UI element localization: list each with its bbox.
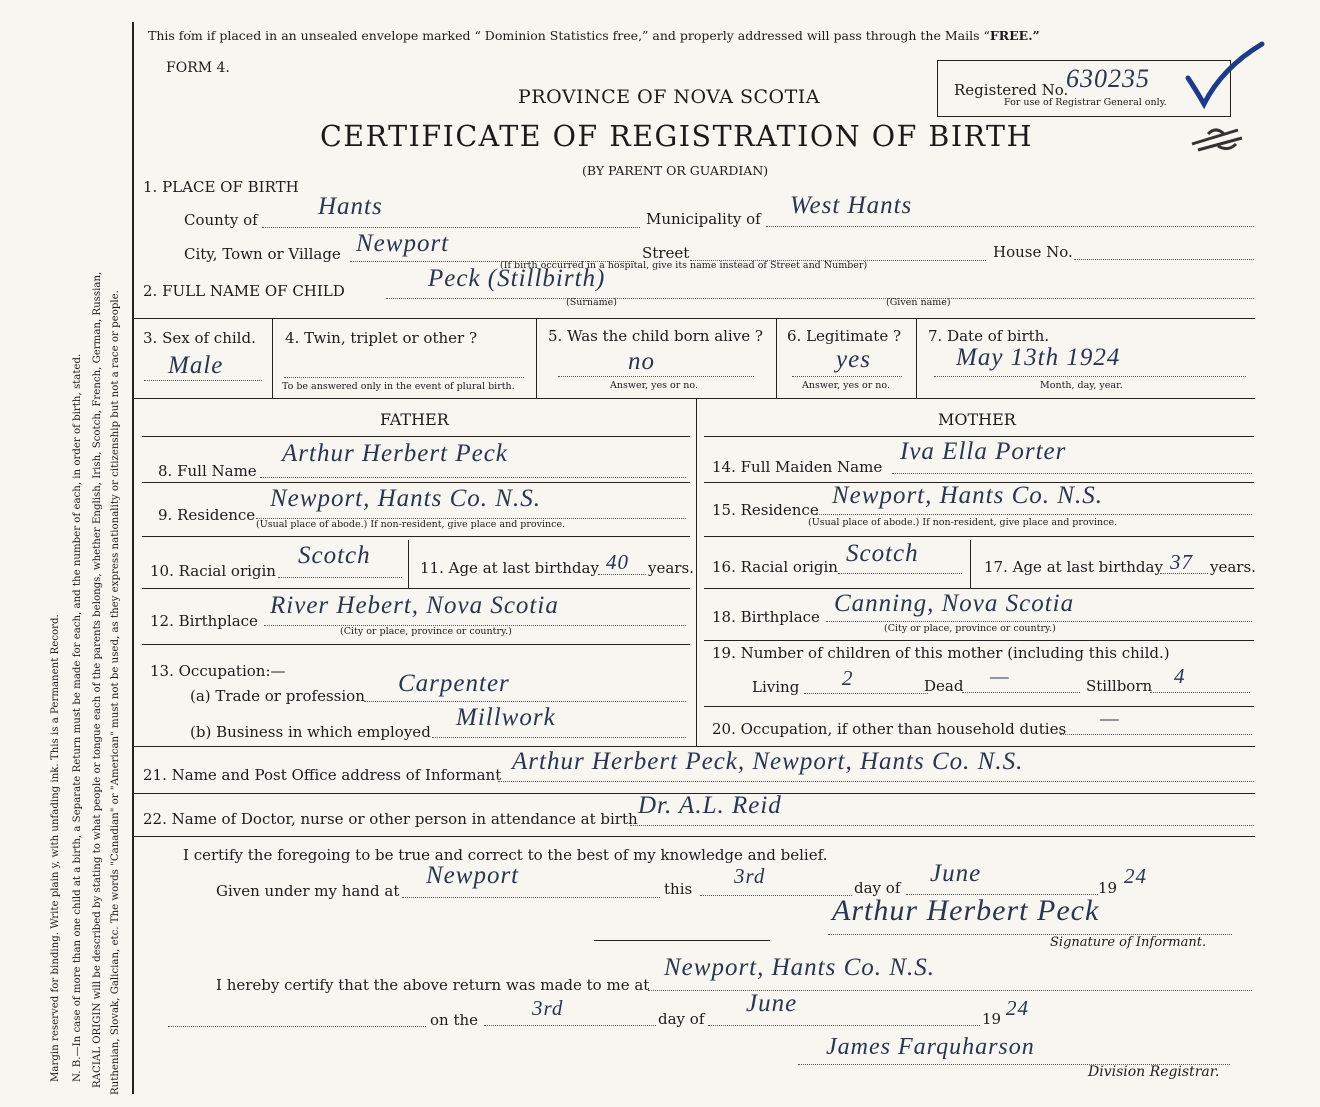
rule-block-bottom	[133, 746, 1255, 747]
registrar-year-value: 24	[1006, 996, 1029, 1020]
municipality-line	[766, 226, 1254, 227]
rule-15	[704, 536, 1254, 537]
rule-row3-v2	[536, 318, 537, 398]
twin-line	[284, 377, 524, 378]
county-label: County of	[184, 211, 258, 229]
dead-line	[962, 692, 1080, 693]
child-name-value: Peck (Stillbirth)	[428, 265, 606, 292]
legitimate-note: Answer, yes or no.	[802, 380, 891, 391]
mother-racial-value: Scotch	[846, 540, 919, 567]
mother-residence-value: Newport, Hants Co. N.S.	[832, 482, 1103, 509]
informant-value: Arthur Herbert Peck, Newport, Hants Co. N.S.	[512, 748, 1024, 775]
county-line	[262, 227, 640, 228]
mother-birthplace-value: Canning, Nova Scotia	[834, 590, 1075, 617]
municipality-value: West Hants	[790, 192, 913, 219]
father-birthplace-value: River Hebert, Nova Scotia	[270, 592, 559, 619]
on-the-value: 3rd	[532, 996, 564, 1020]
surname-note: (Surname)	[566, 297, 617, 308]
mother-occupation-label: 20. Occupation, if other than household duties	[712, 720, 1067, 738]
mother-residence-label: 15. Residence	[712, 501, 819, 519]
registered-number-note: For use of Registrar General only.	[1004, 97, 1167, 108]
given-at-line	[402, 897, 660, 898]
mother-age-label: 17. Age at last birthday	[984, 558, 1163, 576]
date-of-birth-label: 7. Date of birth.	[928, 327, 1050, 345]
registrar-lead-line	[168, 1026, 426, 1027]
born-alive-line	[558, 376, 754, 377]
municipality-label: Municipality of	[646, 210, 761, 228]
mail-notice: This fo͘m if placed in an unsealed envelope marked “ Dominion Statistics free,” and properly addressed will pass through the Mails “FREE.”	[148, 28, 1040, 43]
dead-label: Dead	[924, 677, 964, 695]
registrar-signature: James Farquharson	[826, 1034, 1035, 1060]
checkmark-icon	[1182, 38, 1268, 118]
registrar-day-of-label: day of	[658, 1010, 705, 1028]
county-value: Hants	[318, 193, 383, 220]
mother-name-label: 14. Full Maiden Name	[712, 458, 883, 476]
rule-row3-top	[133, 318, 1255, 319]
born-alive-label: 5. Was the child born alive ?	[548, 327, 763, 345]
father-residence-value: Newport, Hants Co. N.S.	[270, 485, 541, 512]
rule-father-head	[142, 436, 690, 437]
business-line	[432, 737, 686, 738]
stillborn-label: Stillborn	[1086, 677, 1153, 695]
mother-racial-line	[838, 573, 962, 574]
rule-row3-bottom	[133, 398, 1255, 399]
house-number-label: House No.	[993, 243, 1073, 261]
born-alive-value: no	[628, 348, 655, 375]
hospital-note: (If birth occurred in a hospital, give its name instead of Street and Number)	[500, 260, 868, 271]
mother-residence-line	[816, 514, 1252, 515]
father-racial-line	[278, 577, 402, 578]
year-prefix: 19	[1098, 879, 1118, 897]
year-value: 24	[1124, 864, 1147, 888]
occupation-label: 13. Occupation:—	[150, 662, 286, 680]
house-number-line	[1074, 259, 1254, 260]
child-name-label: 2. FULL NAME OF CHILD	[143, 282, 345, 300]
rule-row3-v3	[776, 318, 777, 398]
trade-label: (a) Trade or profession	[190, 687, 365, 705]
living-label: Living	[752, 678, 800, 696]
father-name-label: 8. Full Name	[158, 462, 257, 480]
father-racial-value: Scotch	[298, 542, 371, 569]
city-label: City, Town or Village	[184, 245, 341, 263]
date-of-birth-note: Month, day, year.	[1040, 380, 1123, 391]
certify-text: I certify the foregoing to be true and correct to the best of my knowledge and belief.	[183, 846, 828, 864]
rule-father-racial-v	[408, 540, 409, 588]
rule-16	[704, 588, 1254, 589]
sex-label: 3. Sex of child.	[143, 329, 256, 347]
stamp-mark-icon	[1188, 122, 1246, 156]
informant-signature: Arthur Herbert Peck	[832, 894, 1100, 927]
place-of-birth-label: 1. PLACE OF BIRTH	[143, 178, 299, 196]
registrar-month-value: June	[746, 990, 798, 1017]
children-count-label: 19. Number of children of this mother (including this child.)	[712, 644, 1170, 662]
margin-note: Margin reserved for binding. Write plain y, with unfading ink. This is a Permanent Record.	[50, 614, 61, 1082]
nb-note: N. B.—In case of more than one child at a birth, a Separate Return must be made for each, and the number of each, in order of birth, stated.	[72, 353, 83, 1082]
registered-number-value: 630235	[1066, 64, 1150, 93]
stillborn-value: 4	[1174, 664, 1186, 688]
registrar-text: I hereby certify that the above return was made to me at	[216, 976, 650, 994]
father-name-line	[260, 477, 686, 478]
father-age-value: 40	[606, 550, 629, 574]
registrar-place-value: Newport, Hants Co. N.S.	[664, 954, 935, 981]
twin-note: To be answered only in the event of plural birth.	[282, 381, 515, 392]
sex-value: Male	[168, 352, 224, 379]
rule-10	[142, 588, 690, 589]
this-label: this	[664, 880, 693, 898]
child-name-line	[386, 298, 1254, 299]
father-birthplace-note: (City or place, province or country.)	[340, 626, 512, 637]
page-title: CERTIFICATE OF REGISTRATION OF BIRTH	[320, 120, 1033, 153]
racial-note-2: Ruthenian, Slovak, Galician, etc. The words "Canadian" or "American" must not be used, as they express nationality or citizenship but not a race or people.	[110, 290, 121, 1095]
doctor-label: 22. Name of Doctor, nurse or other person in attendance at birth	[143, 810, 638, 828]
rule-22	[133, 836, 1255, 837]
doctor-value: Dr. A.L. Reid	[638, 792, 782, 819]
racial-note-1: RACIAL ORIGIN will be described by stating to what people or tongue each of the parents belongs, whether English, Irish, Scotch, French, German, Russian,	[92, 271, 103, 1088]
registrar-caption: Division Registrar.	[1088, 1064, 1220, 1080]
rule-8	[142, 482, 690, 483]
registrar-place-line	[648, 990, 1252, 991]
mother-name-value: Iva Ella Porter	[900, 438, 1067, 465]
mother-occupation-line	[1060, 734, 1252, 735]
this-line	[700, 895, 852, 896]
form-left-border	[132, 22, 134, 1094]
mother-age-unit: years.	[1210, 558, 1256, 576]
on-the-line	[484, 1025, 656, 1026]
rule-row3-v4	[916, 318, 917, 398]
mother-heading: MOTHER	[938, 410, 1016, 429]
father-residence-note: (Usual place of abode.) If non-resident, give place and province.	[256, 519, 566, 530]
rule-18	[704, 640, 1254, 641]
date-of-birth-line	[934, 376, 1246, 377]
registered-number-label: Registered No.	[954, 81, 1069, 99]
father-age-unit: years.	[648, 559, 694, 577]
rule-mother-head	[704, 436, 1254, 437]
father-name-value: Arthur Herbert Peck	[282, 440, 508, 467]
doctor-line	[630, 825, 1254, 826]
province-heading: PROVINCE OF NOVA SCOTIA	[518, 86, 821, 108]
given-at-value: Newport	[426, 862, 520, 889]
mother-racial-label: 16. Racial origin	[712, 558, 838, 576]
page-subtitle: (BY PARENT OR GUARDIAN)	[582, 163, 769, 178]
rule-center-divider	[696, 398, 697, 746]
legitimate-label: 6. Legitimate ?	[787, 327, 902, 345]
given-at-label: Given under my hand at	[216, 882, 400, 900]
mother-residence-note: (Usual place of abode.) If non-resident, give place and province.	[808, 517, 1118, 528]
date-of-birth-value: May 13th 1924	[956, 344, 1121, 371]
street-label: Street	[642, 244, 690, 262]
informant-line	[498, 781, 1254, 782]
living-value: 2	[842, 666, 854, 690]
stillborn-line	[1150, 692, 1250, 693]
rule-9	[142, 536, 690, 537]
rule-separator	[594, 940, 770, 941]
form-number: FORM 4.	[166, 60, 230, 76]
father-birthplace-label: 12. Birthplace	[150, 612, 258, 630]
legitimate-value: yes	[836, 346, 871, 373]
month-value: June	[930, 860, 982, 887]
informant-signature-caption: Signature of Informant.	[1050, 935, 1207, 950]
sex-line	[144, 380, 262, 381]
city-value: Newport	[356, 230, 450, 257]
dead-value: —	[990, 664, 1010, 688]
registrar-year-prefix: 19	[982, 1010, 1002, 1028]
mother-birthplace-line	[826, 621, 1252, 622]
rule-mother-racial-v	[970, 540, 971, 588]
twin-label: 4. Twin, triplet or other ?	[285, 329, 477, 347]
father-residence-label: 9. Residence	[158, 506, 256, 524]
born-alive-note: Answer, yes or no.	[610, 380, 699, 391]
mother-occupation-value: —	[1100, 706, 1120, 730]
trade-value: Carpenter	[398, 670, 510, 697]
on-the-label: on the	[430, 1011, 479, 1029]
day-of-label: day of	[854, 879, 901, 897]
living-line	[804, 693, 928, 694]
given-name-note: (Given name)	[886, 297, 951, 308]
this-value: 3rd	[734, 864, 766, 888]
father-age-label: 11. Age at last birthday	[420, 559, 599, 577]
trade-line	[364, 701, 686, 702]
registrar-month-line	[708, 1025, 980, 1026]
father-heading: FATHER	[380, 410, 449, 429]
rule-12	[142, 644, 690, 645]
rule-19	[704, 706, 1254, 707]
business-label: (b) Business in which employed	[190, 723, 431, 741]
business-value: Millwork	[456, 704, 556, 731]
mother-age-value: 37	[1170, 550, 1193, 574]
father-racial-label: 10. Racial origin	[150, 562, 276, 580]
mother-name-line	[892, 473, 1252, 474]
legitimate-line	[792, 376, 902, 377]
rule-row3-v1	[272, 318, 273, 398]
mother-birthplace-label: 18. Birthplace	[712, 608, 820, 626]
informant-label: 21. Name and Post Office address of Informant	[143, 766, 502, 784]
mother-birthplace-note: (City or place, province or country.)	[884, 623, 1056, 634]
